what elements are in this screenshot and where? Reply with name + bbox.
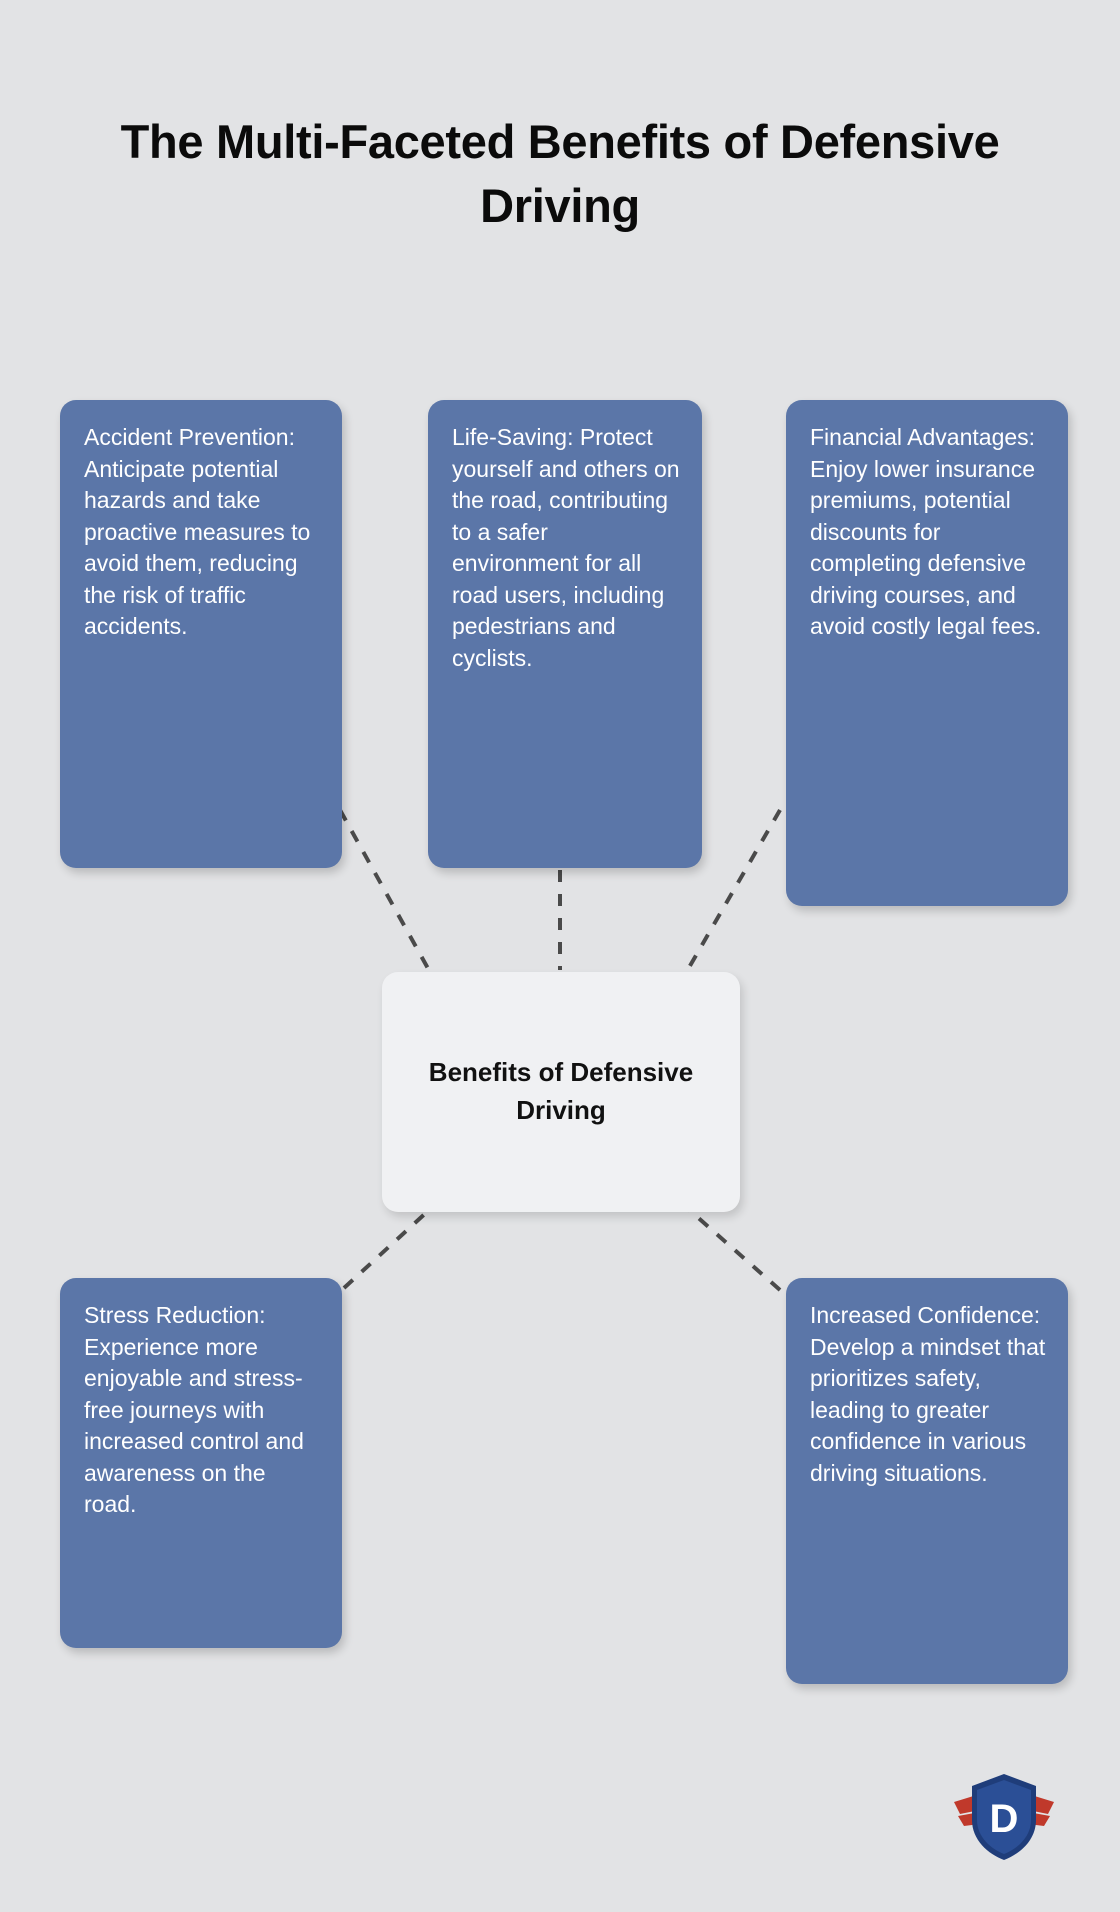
benefit-card-life-saving[interactable] [428,400,702,868]
brand-logo [950,1768,1058,1864]
benefit-card-increased-confidence[interactable] [786,1278,1068,1684]
benefit-card-stress-reduction[interactable] [60,1278,342,1648]
benefit-text: Life-Saving: Protect yourself and others on the road, contributing to a safer environment for all road users, including pedestrians and cyclists. [452,424,680,671]
benefit-card-accident-prevention[interactable] [60,400,342,868]
benefit-text: Stress Reduction: Experience more enjoyable and stress-free journeys with increased control and awareness on the road. [84,1302,304,1517]
center-node[interactable] [382,972,740,1212]
benefit-text: Increased Confidence: Develop a mindset that prioritizes safety, leading to greater confidence in various driving situations. [810,1302,1046,1486]
shield-wings-icon [950,1768,1058,1864]
benefit-text: Accident Prevention: Anticipate potential hazards and take proactive measures to avoid them, reducing the risk of traffic accidents. [84,424,311,639]
logo-letter: D [989,1797,1019,1841]
benefit-card-financial-advantages[interactable] [786,400,1068,906]
page-title: The Multi-Faceted Benefits of Defensive Driving [120,115,1000,232]
benefit-text: Financial Advantages: Enjoy lower insurance premiums, potential discounts for completing defensive driving courses, and avoid costly legal fees. [810,424,1042,639]
center-node-label: Benefits of Defensive Driving [428,1057,694,1125]
